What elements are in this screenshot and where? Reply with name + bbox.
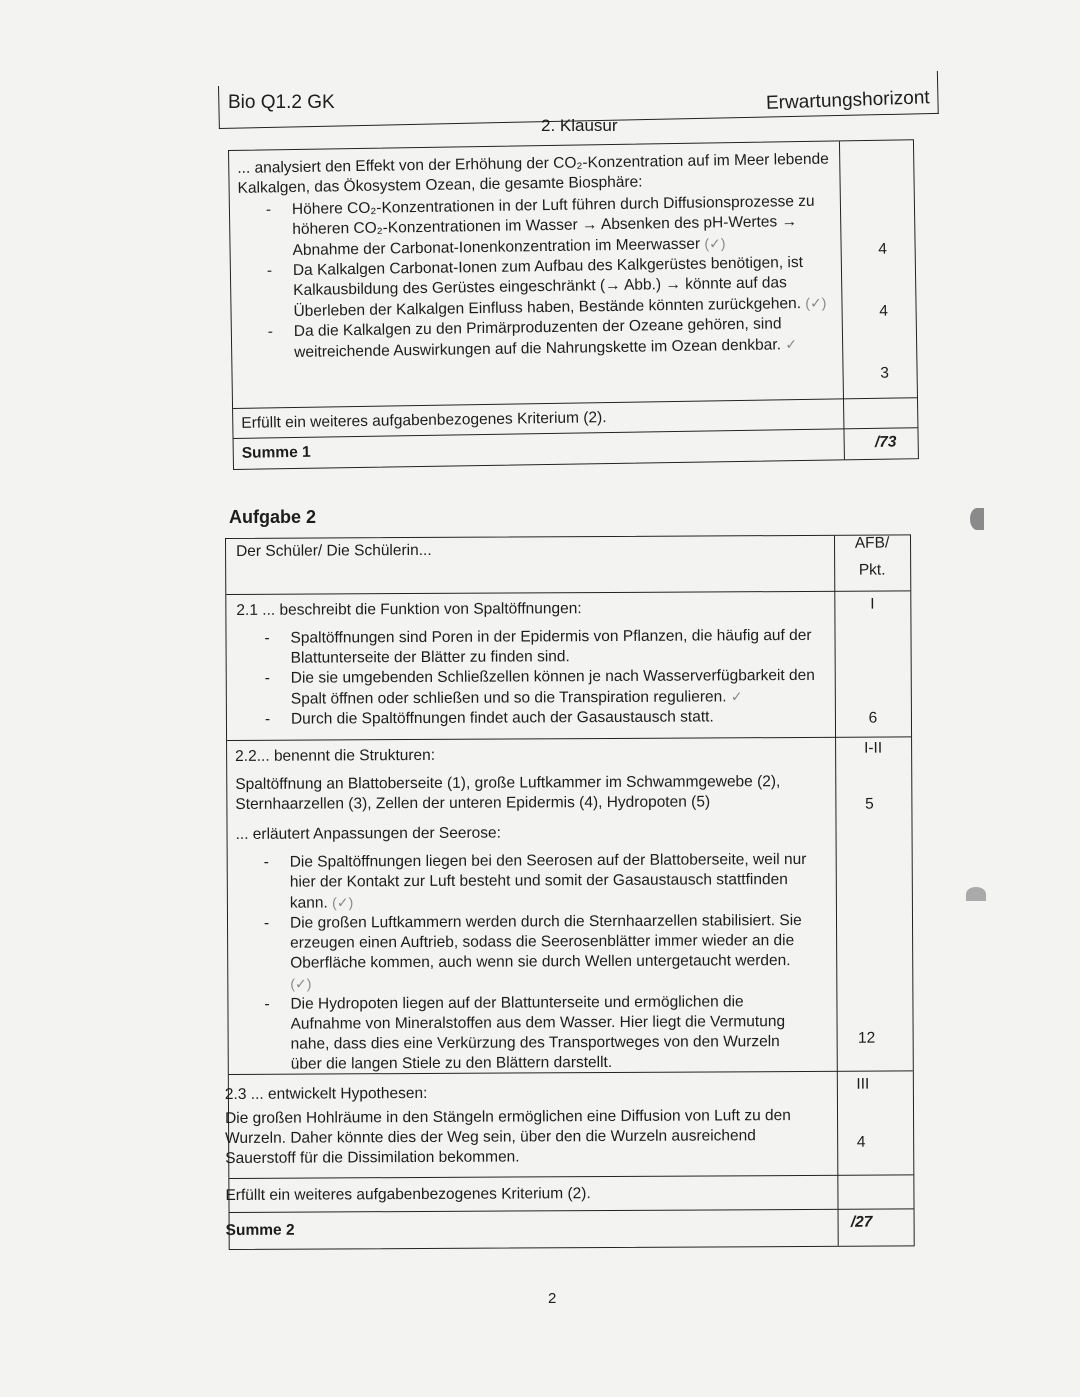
task1-item: - Höhere CO₂-Konzentrationen in der Luft führen durch Diffusionsprozesse zu höheren CO₂-Konzentrationen im Wasser → Absenken des pH-Wertes → Abnahme der Carbonat-Ionenkonzentration im Meerwasser (✓) xyxy=(264,191,840,261)
check-mark-icon: ✓ xyxy=(785,336,798,353)
task1-points: 4 xyxy=(879,302,889,320)
points-column-label: Pkt. xyxy=(858,561,886,579)
punch-hole-shadow xyxy=(970,508,984,530)
task2-1-afb: I xyxy=(870,595,875,613)
task2-2-item: - Die Spaltöffnungen liegen bei den Seerosen auf der Blattoberseite, weil nur hier der Kontakt zur Luft besteht und somit der Gasaustausch stattfinden kann. (✓) xyxy=(262,850,814,914)
punch-hole-shadow xyxy=(966,887,986,901)
task1-sum-value: /73 xyxy=(874,433,897,451)
task1-table xyxy=(228,139,919,470)
task2-2-row xyxy=(227,737,913,1075)
task2-2-subtitle: ... erläutert Anpassungen der Seerose: xyxy=(235,824,501,843)
check-mark-icon: (✓) xyxy=(290,975,312,992)
task2-student-label: Der Schüler/ Die Schülerin... xyxy=(236,541,432,560)
task2-table xyxy=(225,534,915,1250)
afb-column-label: AFB/ xyxy=(854,534,890,552)
task2-sum-row xyxy=(225,1209,914,1249)
task2-2-item: - Die Hydropoten liegen auf der Blattunterseite und ermöglichen die Aufnahme von Mineralstoffen aus dem Wasser. Hier liegt die Vermutung nahe, dass dies eine Verkürzung des Transportweges von den Wurzeln über die langen Stiele zu den Blättern darstellt. xyxy=(262,992,814,1075)
check-mark-icon: (✓) xyxy=(805,294,827,311)
task2-2-points-structures: 5 xyxy=(865,795,874,813)
task1-list xyxy=(264,191,841,363)
task2-2-afb: I-II xyxy=(864,739,883,757)
document-type-label: Erwartungshorizont xyxy=(765,87,931,114)
task2-2-list xyxy=(262,850,815,1075)
check-mark-icon: (✓) xyxy=(704,235,726,252)
task2-1-points: 6 xyxy=(868,709,878,727)
task2-3-row xyxy=(224,1071,914,1179)
task2-sum-value: /27 xyxy=(850,1213,873,1231)
task1-content-row xyxy=(229,140,917,409)
task2-extra-row xyxy=(225,1175,913,1213)
course-label: Bio Q1.2 GK xyxy=(228,92,335,113)
task2-2-structures: Spaltöffnung an Blattoberseite (1), große Luftkammer im Schwammgewebe (2), Sternhaarzellen (3), Zellen der unteren Epidermis (4), Hydropoten (5) xyxy=(235,773,781,813)
task2-3-points: 4 xyxy=(856,1133,866,1151)
task2-3-title: 2.3 ... entwickelt Hypothesen: xyxy=(224,1084,428,1104)
task2-3-hypothesis: Die großen Hohlräume in den Stängeln ermöglichen eine Diffusion von Luft zu den Wurzeln. Daher könnte dies der Weg sein, über den die Wurzeln ausreichend Sauerstoff für die Dissimilation bekommen. xyxy=(224,1107,791,1168)
task1-intro: ... analysiert den Effekt von der Erhöhung der CO₂-Konzentration auf im Meer lebende Kalkalgen, das Ökosystem Ozean, die gesamte Biosphäre: xyxy=(237,150,829,197)
task2-1-item: - Durch die Spaltöffnungen findet auch der Gasaustausch statt. xyxy=(263,707,831,730)
task2-2-points-adaptations: 12 xyxy=(857,1029,876,1047)
page-number: 2 xyxy=(548,1290,557,1307)
task1-points: 4 xyxy=(878,240,888,258)
check-mark-icon: (✓) xyxy=(332,894,354,911)
task2-3-afb: III xyxy=(856,1075,870,1093)
task1-item: - Da die Kalkalgen zu den Primärproduzenten der Ozeane gehören, sind weitreichende Auswirkungen auf die Nahrungskette im Ozean denkbar. ✓ xyxy=(266,313,842,363)
exam-label: 2. Klausur xyxy=(541,116,618,135)
task2-2-title: 2.2... benennt die Strukturen: xyxy=(235,746,436,765)
task1-points: 3 xyxy=(880,364,890,382)
task2-2-item: - Die großen Luftkammern werden durch die Sternhaarzellen stabilisiert. Sie erzeugen einen Auftrieb, sodass die Seerosenblätter immer wieder an die Oberfläche kommen, auch wenn sie durch Wellen untergetaucht werden. (✓) xyxy=(262,911,814,995)
task1-extra-criterion: Erfüllt ein weiteres aufgabenbezogenes Kriterium (2). xyxy=(241,409,607,432)
check-mark-icon: ✓ xyxy=(730,688,743,705)
task2-1-title: 2.1 ... beschreibt die Funktion von Spaltöffnungen: xyxy=(236,600,582,619)
task2-extra-criterion: Erfüllt ein weiteres aufgabenbezogenes Kriterium (2). xyxy=(225,1185,591,1205)
task2-1-row xyxy=(226,591,911,741)
task2-heading: Aufgabe 2 xyxy=(229,507,317,527)
task1-sum-label: Summe 1 xyxy=(241,443,311,462)
task2-1-list xyxy=(262,626,831,730)
task1-item: - Da Kalkalgen Carbonat-Ionen zum Aufbau des Kalkgerüstes benötigen, ist Kalkausbildung des Gerüstes eingeschränkt (→ Abb.) → könnte auf das Überleben der Kalkalgen Einfluss haben, Bestände könnten zurückgehen. (✓) xyxy=(265,252,841,322)
task2-1-item: - Spaltöffnungen sind Poren in der Epidermis von Pflanzen, die häufig auf der Blattunterseite der Blätter zu finden sind. xyxy=(262,626,830,669)
page-header xyxy=(218,86,938,136)
task2-header-row xyxy=(226,535,910,595)
task2-sum-label: Summe 2 xyxy=(225,1221,295,1240)
task2-1-item: - Die sie umgebenden Schließzellen können je nach Wasserverfügbarkeit den Spalt öffnen oder schließen und so die Transpiration regulieren. ✓ xyxy=(263,666,831,710)
